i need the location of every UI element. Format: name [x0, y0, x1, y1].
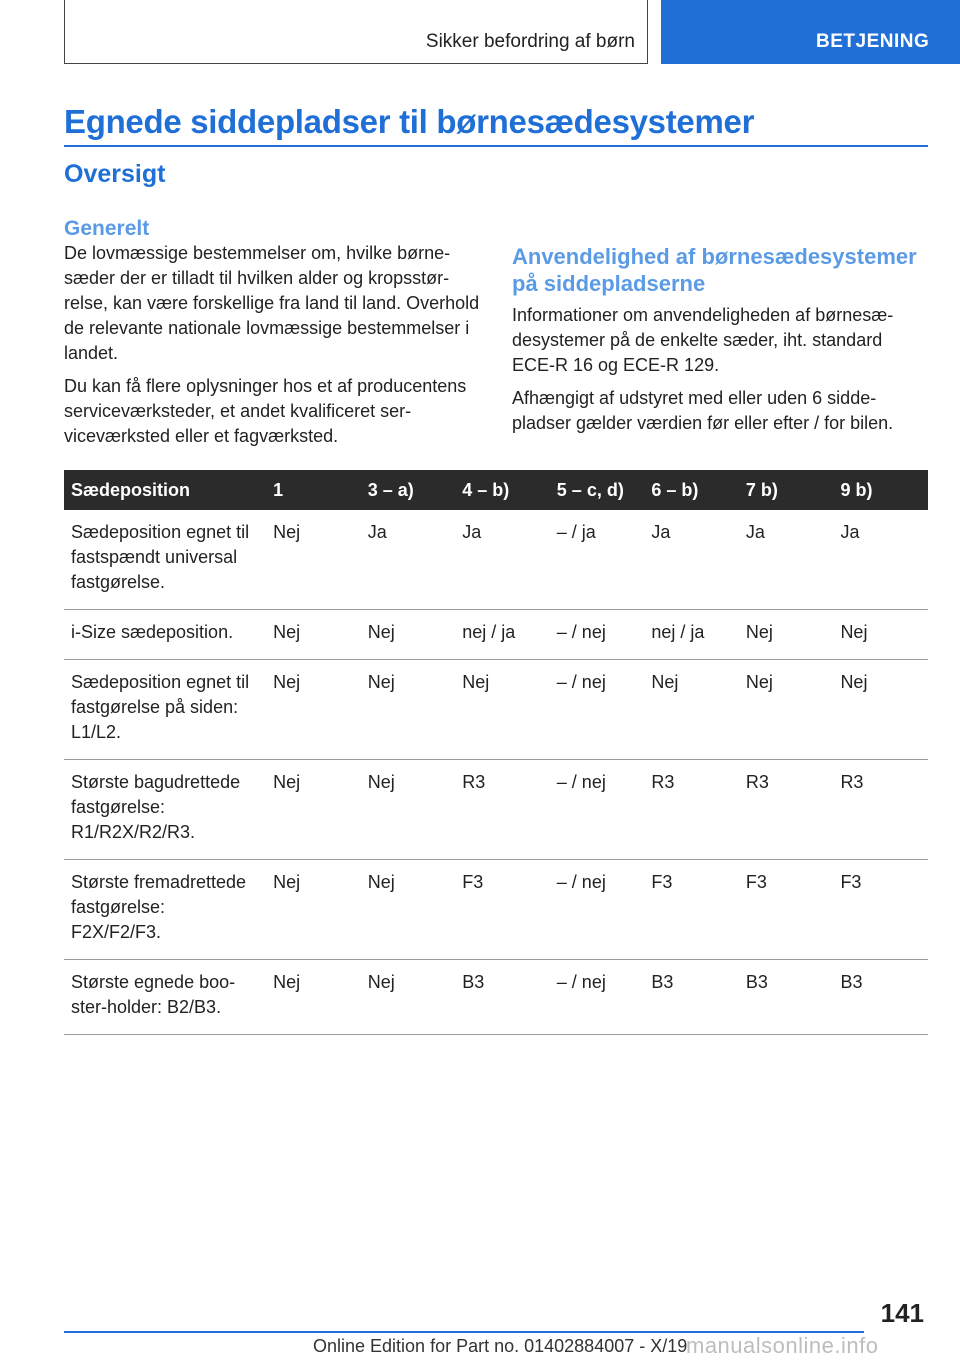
table-cell: Nej: [644, 660, 739, 760]
table-row: [64, 760, 928, 860]
table-cell: – / nej: [550, 860, 645, 960]
table-row: [64, 610, 928, 660]
table-row: [64, 510, 928, 610]
table-cell: Nej: [455, 660, 550, 760]
header-seat-5: 5 – c, d): [550, 470, 645, 510]
header-seat-3: 3 – a): [361, 470, 456, 510]
edition-note: Online Edition for Part no. 01402884007 - X/19: [313, 1336, 688, 1356]
table-cell: Nej: [266, 660, 361, 760]
table-cell: Nej: [361, 960, 456, 1035]
table-cell: Nej: [361, 860, 456, 960]
table-cell: Nej: [833, 610, 928, 660]
table-cell: Ja: [739, 510, 834, 610]
table-cell: R3: [739, 760, 834, 860]
table-cell: – / nej: [550, 610, 645, 660]
generelt-heading: Generelt: [64, 217, 150, 240]
section-subtitle: Oversigt: [64, 160, 166, 188]
table-cell: R3: [833, 760, 928, 860]
table-cell: F3: [455, 860, 550, 960]
table-cell: Nej: [266, 960, 361, 1035]
table-cell: – / nej: [550, 760, 645, 860]
header-seat-6: 6 – b): [644, 470, 739, 510]
anvendelighed-paragraph-1: Informationer om anvendeligheden af børnesædesystemer på de enkelte sæder, iht. standard ECE-R 16 og ECE-R 129.: [512, 305, 894, 375]
section-title: Sikker befordring af børn: [425, 31, 635, 52]
row-label: Største egnede booster-holder: B2/B3.: [64, 960, 266, 1035]
table-cell: B3: [455, 960, 550, 1035]
table-row: [64, 860, 928, 960]
table-cell: F3: [644, 860, 739, 960]
row-label: Sædeposition egnet til fastgørelse på siden: L1/L2.: [64, 660, 266, 760]
table-cell: B3: [739, 960, 834, 1035]
table-cell: nej / ja: [455, 610, 550, 660]
anvendelighed-paragraph-2: Afhængigt af udstyret med eller uden 6 siddepladser gælder værdien før eller efter / for bilen.: [512, 388, 894, 433]
table-cell: Nej: [266, 760, 361, 860]
table-cell: Nej: [739, 660, 834, 760]
row-label: Største fremadrettede fastgørelse: F2X/F2/F3.: [64, 860, 266, 960]
table-header-row: [64, 470, 928, 510]
table-cell: Nej: [361, 610, 456, 660]
table-cell: Ja: [833, 510, 928, 610]
table-cell: Nej: [266, 510, 361, 610]
header-seat-9: 9 b): [833, 470, 928, 510]
header-seat-1: 1: [266, 470, 361, 510]
anvendelighed-heading: Anvendelighed af børnesædesystemer på siddepladserne: [512, 244, 917, 296]
watermark: manualsonline.info: [686, 1333, 879, 1358]
table-cell: Nej: [266, 860, 361, 960]
header-seat-position: Sædeposition: [64, 470, 266, 510]
table-cell: Nej: [361, 660, 456, 760]
seat-suitability-table: [64, 470, 928, 1035]
table-cell: Nej: [361, 760, 456, 860]
generelt-paragraph-1: De lovmæssige bestemmelser om, hvilke børnesæder der er tilladt til hvilken alder og kropsstørrelse, kan være forskellige fra land til land. Overhold de relevante nationale lovmæssige bestemmelser i landet.: [64, 243, 480, 363]
table-cell: B3: [644, 960, 739, 1035]
header-section-box: [64, 0, 648, 64]
table-cell: B3: [833, 960, 928, 1035]
table-cell: – / nej: [550, 660, 645, 760]
table-cell: F3: [739, 860, 834, 960]
chapter-tab: [661, 0, 960, 64]
table-cell: Nej: [266, 610, 361, 660]
page-title: Egnede siddepladser til børnesædesystemer: [64, 103, 755, 140]
table-cell: Ja: [644, 510, 739, 610]
table-cell: R3: [455, 760, 550, 860]
table-row: [64, 660, 928, 760]
row-label: i-Size sædeposition.: [64, 610, 266, 660]
table-cell: R3: [644, 760, 739, 860]
header-seat-4: 4 – b): [455, 470, 550, 510]
row-label: Største bagudrettede fastgørelse: R1/R2X/R2/R3.: [64, 760, 266, 860]
title-divider: [64, 145, 928, 147]
header-seat-7: 7 b): [739, 470, 834, 510]
table-cell: Ja: [455, 510, 550, 610]
table-cell: Nej: [739, 610, 834, 660]
table-cell: – / nej: [550, 960, 645, 1035]
row-label: Sædeposition egnet til fastspændt universal fastgørelse.: [64, 510, 266, 610]
anvendelighed-section: [512, 243, 928, 444]
generelt-body: [64, 241, 484, 457]
table-cell: Ja: [361, 510, 456, 610]
table-cell: – / ja: [550, 510, 645, 610]
table-row: [64, 960, 928, 1035]
page-number: 141: [880, 1298, 924, 1328]
table-cell: Nej: [833, 660, 928, 760]
chapter-tab-label: BETJENING: [816, 31, 930, 52]
table-cell: nej / ja: [644, 610, 739, 660]
table-cell: F3: [833, 860, 928, 960]
generelt-paragraph-2: Du kan få flere oplysninger hos et af producentens serviceværksteder, et andet kvalificeret serviceværksted eller et fagværksted.: [64, 376, 467, 446]
